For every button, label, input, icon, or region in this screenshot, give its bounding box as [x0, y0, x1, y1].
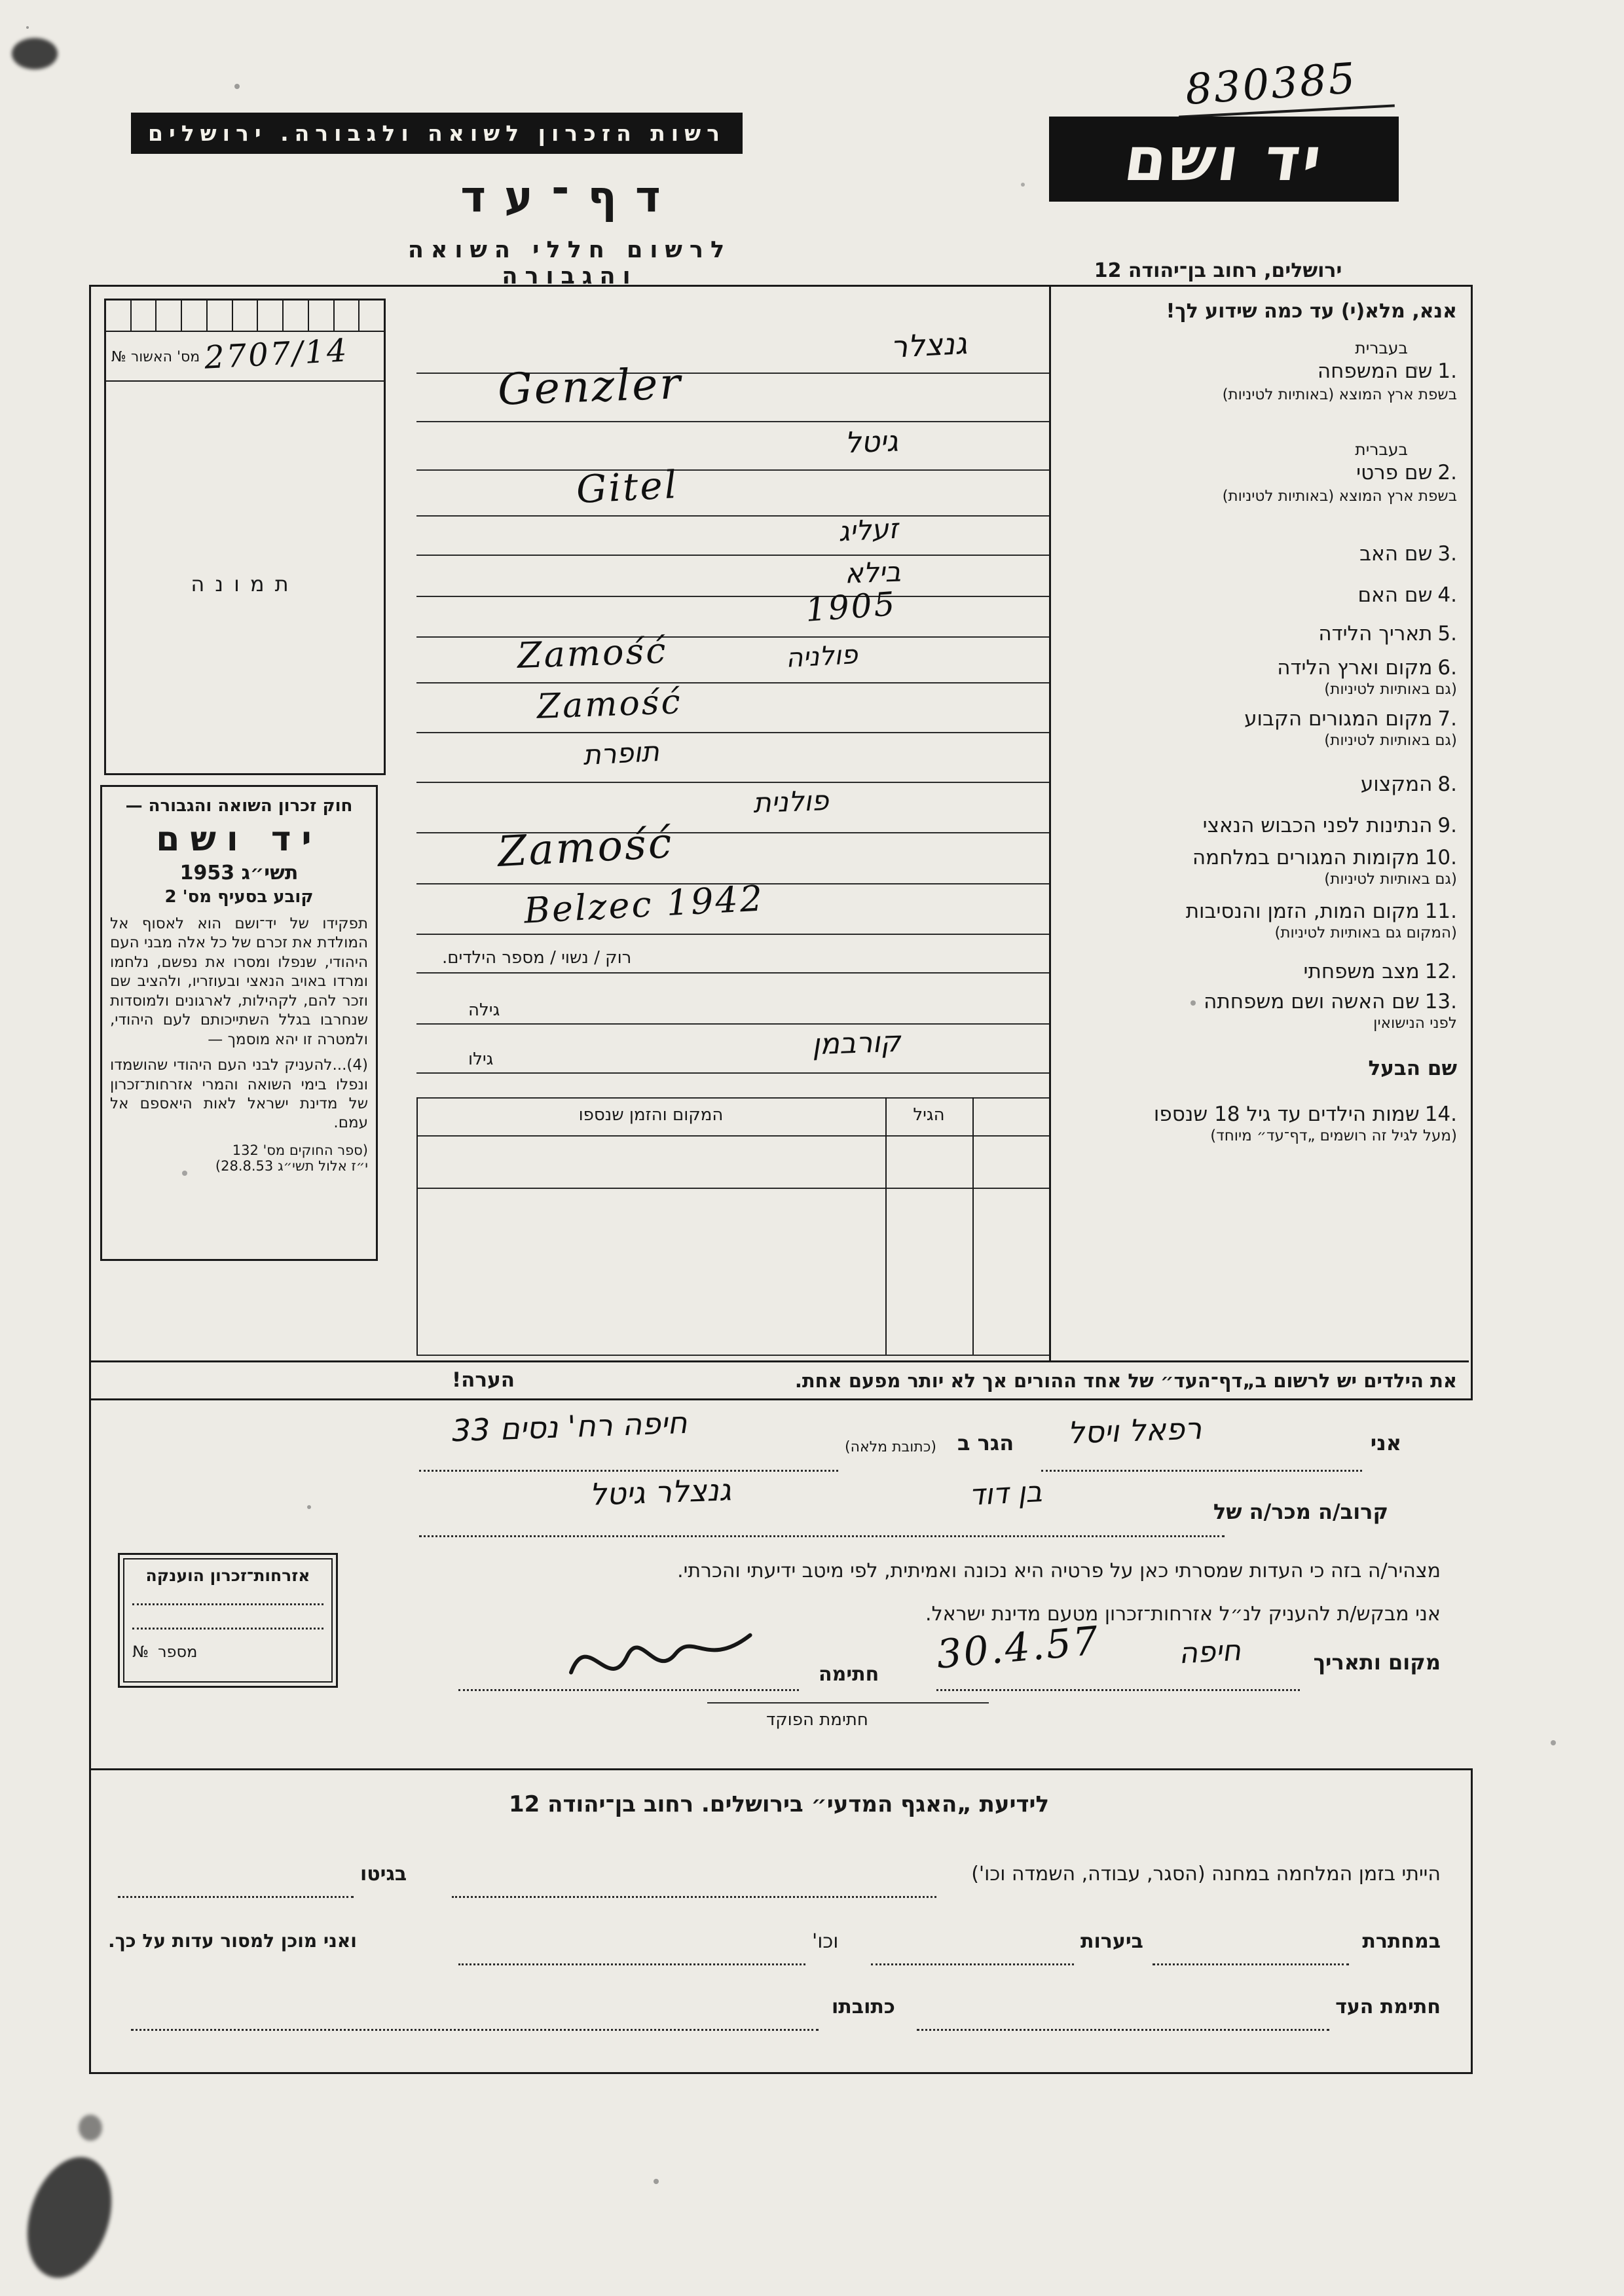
field-11-sub: (המקום גם באותיות לטיניות)	[1274, 924, 1457, 941]
children-table-col-age: הגיל	[913, 1105, 945, 1125]
write-line-residence	[416, 732, 1049, 733]
field-4-number: 4.	[1437, 583, 1457, 607]
field-14-sub: (מעל לגיל זה רושמים „דף־עד״ מיוחד)	[1210, 1127, 1457, 1144]
entry-husband-name: קורבמן	[811, 1025, 902, 1062]
declarant-address-line	[419, 1470, 838, 1472]
number-label: מספר	[157, 1643, 198, 1661]
field-13-label	[1204, 990, 1457, 1013]
law-body-text: תפקידו של יד־ושם הוא לאסוף אל המולדת את זכרם של כל אלה מבני העם היהודי, שנפלו ומסרו את נפשם, נלחמו ומרדו באויב הנאצי ובעוזריו, ולהציב שם וזכר להם, לקהילות, לארגונים ולמוסדות שנחרבו בגלל השתייכותם לעם היהודי, ולמטרה זו יהא מוסמך —	[110, 915, 368, 1048]
entry-birth-place: Zamość	[516, 630, 669, 676]
tick-divider	[257, 301, 282, 331]
scan-smudge	[79, 2115, 102, 2141]
write-line-birth-date	[416, 636, 1049, 638]
camp-label: הייתי בזמן המלחמה במחנה (הסגר, עבודה, השמדה וכו')	[971, 1863, 1441, 1886]
her-age-label: גילה	[468, 1000, 500, 1020]
yad-vashem-logo-text: יד ושם	[1120, 124, 1328, 194]
write-line-birth-place	[416, 682, 1049, 683]
field-2-text: שם פרטי	[1356, 461, 1433, 484]
field-2-sub-hebrew: בעברית	[1355, 440, 1408, 459]
law-heading-4: קובע בסעיף מס' 2	[164, 887, 314, 907]
approval-number-label: מס' האשור №	[111, 349, 200, 365]
children-table-col-divider	[885, 1097, 887, 1355]
tick-divider	[106, 301, 130, 331]
witness-signature-label: חתימת העד	[1335, 1995, 1441, 2018]
field-11-label	[1186, 900, 1457, 923]
children-table-col-place-time: המקום והזמן שנספו	[578, 1105, 724, 1125]
note-head: הערה!	[452, 1368, 515, 1392]
entry-death-place-time: Belzec 1942	[523, 877, 766, 932]
science-section-title: לידיעת „האגף המדעי״ בירושלים. רחוב בן־יהודה 12	[508, 1791, 1050, 1817]
field-5-text: תאריך הלידה	[1318, 622, 1433, 646]
write-line-father	[416, 555, 1049, 556]
tick-divider	[358, 301, 384, 331]
form-subtitle: לרשום חללי השואה והגבורה	[407, 237, 732, 289]
write-line-profession	[416, 782, 1049, 783]
field-12-text: מצב משפחתי	[1303, 960, 1420, 983]
field-1-sub-latin: בשפת ארץ המוצא (באותיות לטיניות)	[1222, 386, 1457, 403]
serial-tick-strip	[106, 301, 384, 332]
etc-line	[458, 1963, 805, 1965]
tick-divider	[130, 301, 156, 331]
field-8-label	[1361, 773, 1457, 796]
memorial-citizenship-inner	[123, 1558, 333, 1683]
field-9-number: 9.	[1437, 814, 1457, 837]
field-14-number: 14.	[1424, 1102, 1457, 1126]
approval-number-row	[106, 332, 384, 382]
entry-mother-name: בילא	[844, 555, 902, 590]
field-7-number: 7.	[1437, 707, 1457, 731]
field-1-label	[1318, 359, 1457, 383]
forests-line	[871, 1963, 1074, 1965]
field-10-label	[1192, 846, 1457, 869]
field-1-sub-hebrew: בעברית	[1355, 338, 1408, 357]
witness-address-label: כתובתו	[832, 1995, 895, 2018]
children-table-top-line	[416, 1097, 1049, 1099]
entry-relationship: בן דוד	[968, 1475, 1043, 1512]
entry-permanent-residence: Zamość	[536, 682, 683, 727]
field-10-text: מקומות המגורים במלחמה	[1192, 846, 1420, 869]
entry-first-name-hebrew: גיטל	[844, 424, 899, 460]
clerk-signature-label: חתימת הפוקד	[766, 1710, 868, 1730]
law-box	[100, 785, 378, 1261]
field-11-text: מקום המות, הזמן והנסיבות	[1185, 900, 1420, 923]
field-3-text: שם האב	[1359, 542, 1433, 566]
form-title: דף־עד	[460, 172, 679, 222]
write-line-first-hebrew	[416, 469, 1049, 471]
write-line-mother	[416, 596, 1049, 597]
entry-place: חיפה	[1177, 1633, 1242, 1671]
field-7-label	[1244, 707, 1457, 731]
field-13-text: שם האשה ושם משפחתה	[1204, 990, 1420, 1013]
yad-vashem-logo	[1049, 117, 1399, 202]
left-margin-rule	[89, 1396, 91, 1768]
field-6-sub: (גם באותיות לטיניות)	[1324, 681, 1457, 698]
witness-address-line	[131, 2029, 819, 2031]
field-2-number: 2.	[1437, 461, 1457, 484]
write-line-marital	[416, 972, 1049, 974]
place-date-line	[936, 1689, 1300, 1691]
field-6-number: 6.	[1437, 656, 1457, 680]
memorial-citizenship-number-row	[132, 1643, 323, 1661]
forests-label: ביערות	[1080, 1930, 1143, 1953]
scan-speckles	[26, 26, 29, 29]
signature-label: חתימה	[819, 1663, 879, 1686]
write-line-husband	[416, 1072, 1049, 1074]
entry-family-name-hebrew: גנצלר	[889, 325, 969, 365]
tick-divider	[181, 301, 206, 331]
entry-profession: תופרת	[581, 735, 660, 772]
field-3-label	[1359, 542, 1457, 566]
residing-label: הגר ב	[957, 1430, 1014, 1455]
serial-number-handwritten: 830385	[1183, 54, 1359, 115]
tick-divider	[333, 301, 359, 331]
law-footnote-2: י״ז אלול תשי״ג 28.8.53)	[215, 1157, 368, 1174]
field-12-label	[1304, 960, 1457, 983]
authority-banner: רשות הזכרון לשואה ולגבורה. ירושלים	[131, 113, 743, 154]
field-7-text: מקום המגורים הקבוע	[1244, 707, 1433, 731]
field-14-label	[1154, 1102, 1457, 1126]
entry-date: 30.4.57	[934, 1618, 1102, 1678]
field-2-sub-latin: בשפת ארץ המוצא (באותיות לטיניות)	[1222, 488, 1457, 505]
husband-name-label: שם הבעל	[1368, 1057, 1457, 1080]
field-10-number: 10.	[1424, 846, 1457, 869]
his-age-label: גילו	[468, 1049, 494, 1069]
children-table-left-border	[416, 1097, 418, 1355]
children-table-row-line	[416, 1188, 1049, 1189]
note-text: את הילדים יש לרשום ב„דף־העד״ של אחד ההורים אך לא יותר מפעם אחת.	[794, 1370, 1457, 1392]
law-footnote-1: (ספר החוקים מס' 132	[232, 1142, 368, 1158]
write-line-death	[416, 934, 1049, 935]
field-4-text: שם האם	[1357, 583, 1433, 607]
field-6-text: מקום וארץ הלידה	[1277, 656, 1433, 680]
memorial-citizenship-title: אזרחות־זכרון הוענקה	[145, 1566, 310, 1585]
relative-of-label: קרוב/ה מכר/ה של	[1213, 1499, 1388, 1524]
entry-first-name-latin: Gitel	[575, 462, 680, 513]
law-heading-2: יד ושם	[156, 820, 322, 859]
note-band-divider	[89, 1360, 1469, 1362]
tick-divider	[282, 301, 308, 331]
entry-declarant-address: חיפה רח' נסים 33	[451, 1404, 688, 1449]
children-table-bottom-line	[416, 1355, 1049, 1356]
approval-number-handwritten: 2707/14	[203, 332, 350, 376]
field-9-text: הנתינות לפני הכבוש הנאצי	[1202, 814, 1433, 837]
ghetto-label: בגיטו	[360, 1863, 407, 1886]
field-5-label	[1318, 622, 1457, 646]
children-table-header-line	[416, 1135, 1049, 1137]
etc-label: וכו'	[812, 1930, 839, 1953]
field-13-sub: לפני הנישואין	[1373, 1015, 1457, 1032]
field-5-number: 5.	[1437, 622, 1457, 646]
field-3-number: 3.	[1437, 542, 1457, 566]
law-heading-1: חוק זכרון השואה והגבורה —	[125, 796, 353, 816]
memorial-citizenship-line	[132, 1603, 323, 1605]
children-table-col-divider	[972, 1097, 974, 1355]
field-13-number: 13.	[1424, 990, 1457, 1013]
law-heading-3: תשי״ג 1953	[179, 862, 299, 884]
entry-family-name-latin: Genzler	[496, 358, 684, 415]
fill-in-instruction: אנא, מלא(י) עד כמה שידוע לך!	[1166, 300, 1457, 323]
field-2-label	[1356, 461, 1457, 484]
field-10-sub: (גם באותיות לטיניות)	[1324, 871, 1457, 888]
entry-declarant-name: רפאל ויסל	[1067, 1410, 1202, 1451]
tick-divider	[206, 301, 232, 331]
entry-subject-name: גנצלר גיטל	[589, 1472, 732, 1512]
entry-birth-country: פולניה	[784, 640, 858, 674]
field-12-number: 12.	[1424, 960, 1457, 983]
entry-citizenship: פולנית	[752, 784, 830, 819]
tick-divider	[308, 301, 333, 331]
field-11-number: 11.	[1424, 900, 1457, 923]
camp-line	[452, 1896, 936, 1898]
field-1-number: 1.	[1437, 359, 1457, 383]
field-4-label	[1357, 583, 1457, 607]
testimony-label: ואני מוכן למסור עדות על כך.	[108, 1930, 357, 1952]
tick-divider	[155, 301, 181, 331]
numero-symbol: №	[132, 1643, 149, 1661]
photo-box	[104, 299, 386, 775]
underground-label: במחתרת	[1362, 1930, 1441, 1953]
entry-birth-date: 1905	[804, 585, 898, 629]
declarant-name-line	[1041, 1470, 1362, 1472]
law-clause-text: (4)...להעניק לבני העם היהודי שהושמדו ונפלו בימי השואה והמרי אזרחות־זכרון של מדינת ישראל לאות היאספם אל עמם.	[110, 1057, 368, 1132]
field-8-number: 8.	[1437, 773, 1457, 796]
logo-address: ירושלים, רחוב בן־יהודה 12	[1094, 259, 1342, 282]
write-line-wife	[416, 1023, 1049, 1025]
place-date-label: מקום ותאריך	[1313, 1650, 1441, 1675]
declaration-request: אני מבקש/ת להעניק לנ״ל אזרחות־זכרון מטעם מדינת ישראל.	[925, 1603, 1441, 1626]
field-7-sub: (גם באותיות לטיניות)	[1324, 732, 1457, 749]
write-line-family-latin	[416, 421, 1049, 422]
entry-wartime-residence: Zamość	[496, 819, 675, 877]
marital-status-options: רוק / נשוי / מספר הילדים.	[442, 948, 632, 968]
underground-line	[1153, 1963, 1349, 1965]
ghetto-line	[118, 1896, 354, 1898]
labels-column-divider	[1049, 285, 1051, 1360]
witness-signature-line	[917, 2029, 1329, 2031]
entry-father-name: זעליג	[837, 512, 899, 548]
declaration-statement: מצהיר/ה בזה כי העדות שמסרתי כאן על פרטיה היא נכונה ואמיתית, לפי מיטב ידיעתי והכרתי.	[677, 1559, 1441, 1582]
field-6-label	[1277, 656, 1457, 680]
tick-divider	[232, 301, 257, 331]
scan-smudge	[12, 38, 58, 69]
subject-name-line	[419, 1535, 1225, 1537]
field-8-text: המקצוע	[1360, 773, 1433, 796]
address-hint-label: (כתובת מלאה)	[845, 1439, 936, 1455]
memorial-citizenship-line	[132, 1628, 323, 1630]
scan-smudge	[13, 2146, 126, 2289]
field-14-text: שמות הילדים עד גיל 18 שנספו	[1153, 1102, 1420, 1126]
declaration-i-label: אני	[1370, 1430, 1401, 1455]
field-9-label	[1203, 814, 1457, 837]
field-1-text: שם המשפחה	[1317, 359, 1433, 383]
clerk-signature-line	[707, 1702, 989, 1704]
photo-placeholder-label: תמונה	[191, 572, 299, 596]
write-line-first-latin	[416, 515, 1049, 517]
memorial-citizenship-box	[118, 1553, 338, 1688]
